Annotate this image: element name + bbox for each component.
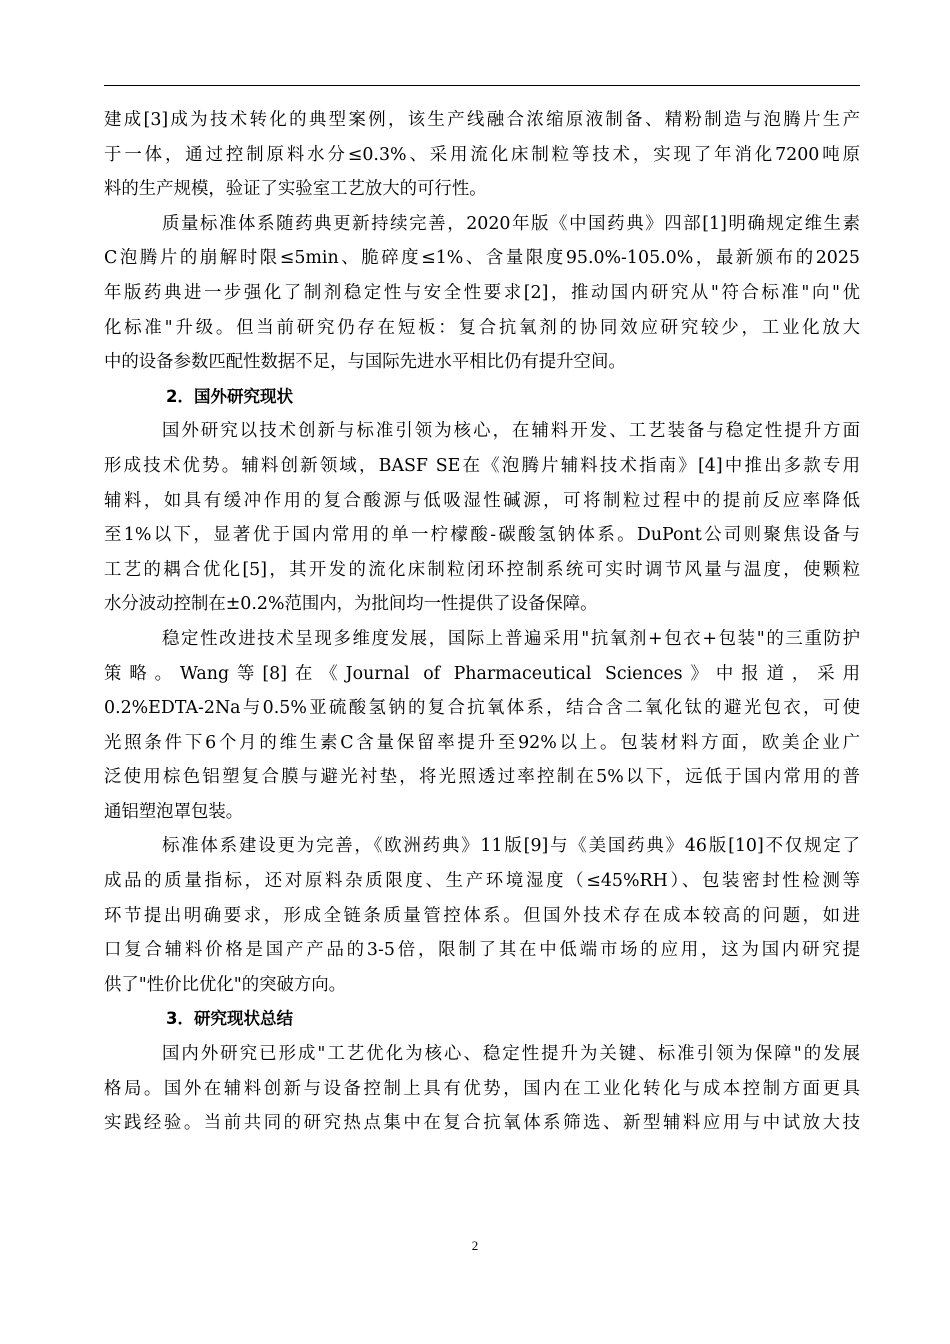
text-line: 国外研究以技术创新与标准引领为核心，在辅料开发、工艺装备与稳定性提升方面 [162, 421, 860, 442]
text-line: 国内外研究已形成"工艺优化为核心、稳定性提升为关键、标准引领为保障"的发展 [162, 1044, 860, 1065]
header-rule [104, 85, 860, 86]
paragraph [104, 103, 860, 207]
document-body [104, 103, 860, 1141]
paragraph [104, 1037, 860, 1141]
text-line: 工艺的耦合优化[5]，其开发的流化床制粒闭环控制系统可实时调节风量与温度，使颗粒 [104, 559, 860, 580]
text-line: 供了"性价比优化"的突破方向。 [104, 974, 347, 995]
text-line: 格局。国外在辅料创新与设备控制上具有优势，国内在工业化转化与成本控制方面更具 [104, 1078, 860, 1099]
text-line: 环节提出明确要求，形成全链条质量管控体系。但国外技术存在成本较高的问题，如进 [104, 905, 860, 926]
text-line: 质量标准体系随药典更新持续完善，2020年版《中国药典》四部[1]明确规定维生素 [162, 213, 860, 234]
text-line: 策略。Wang等[8]在《Journal of Pharmaceutical Sciences》中报道，采用 [104, 663, 860, 684]
text-line: 通铝塑泡罩包装。 [104, 801, 244, 822]
paragraph [104, 414, 860, 622]
text-line: 化标准"升级。但当前研究仍存在短板：复合抗氧剂的协同效应研究较少，工业化放大 [104, 317, 860, 338]
text-line: 泛使用棕色铝塑复合膜与避光衬垫，将光照透过率控制在5%以下，远低于国内常用的普 [104, 767, 860, 788]
paragraph [104, 622, 860, 830]
text-line: 于一体，通过控制原料水分≤0.3%、采用流化床制粒等技术，实现了年消化7200吨原 [104, 144, 860, 165]
section-heading: 2．国外研究现状 [166, 386, 293, 406]
paragraph [104, 207, 860, 380]
section-heading: 3．研究现状总结 [166, 1009, 293, 1029]
text-line: 至1%以下，显著优于国内常用的单一柠檬酸-碳酸氢钠体系。DuPont公司则聚焦设备与 [104, 525, 860, 546]
text-line: 光照条件下6个月的维生素C含量保留率提升至92%以上。包装材料方面，欧美企业广 [104, 732, 860, 753]
text-line: 标准体系建设更为完善，《欧洲药典》11版[9]与《美国药典》46版[10]不仅规定了 [162, 836, 860, 857]
paragraph [104, 829, 860, 1002]
text-line: 水分波动控制在±0.2%范围内，为批间均一性提供了设备保障。 [104, 594, 598, 615]
text-line: 形成技术优势。辅料创新领域，BASF SE在《泡腾片辅料技术指南》[4]中推出多款专用 [104, 455, 860, 476]
text-line: 辅料，如具有缓冲作用的复合酸源与低吸湿性碱源，可将制粒过程中的提前反应率降低 [104, 490, 860, 511]
text-line: 年版药典进一步强化了制剂稳定性与安全性要求[2]，推动国内研究从"符合标准"向"优 [104, 282, 860, 303]
text-line: 建成[3]成为技术转化的典型案例，该生产线融合浓缩原液制备、精粉制造与泡腾片生产 [104, 110, 860, 130]
page-number: 2 [471, 1238, 479, 1253]
text-line: 0.2%EDTA-2Na与0.5%亚硫酸氢钠的复合抗氧体系，结合含二氧化钛的避光包衣，可使 [104, 698, 860, 719]
text-line: 口复合辅料价格是国产产品的3-5倍，限制了其在中低端市场的应用，这为国内研究提 [104, 940, 860, 961]
text-line: 稳定性改进技术呈现多维度发展，国际上普遍采用"抗氧剂+包衣+包装"的三重防护 [162, 628, 860, 649]
text-line: 中的设备参数匹配性数据不足，与国际先进水平相比仍有提升空间。 [104, 352, 626, 373]
text-line: 实践经验。当前共同的研究热点集中在复合抗氧体系筛选、新型辅料应用与中试放大技 [104, 1113, 860, 1134]
text-line: 成品的质量指标，还对原料杂质限度、生产环境湿度（≤45%RH）、包装密封性检测等 [104, 871, 860, 892]
text-line: 料的生产规模，验证了实验室工艺放大的可行性。 [104, 179, 487, 200]
text-line: C泡腾片的崩解时限≤5min、脆碎度≤1%、含量限度95.0%-105.0%，最新颁布的2025 [104, 248, 860, 269]
